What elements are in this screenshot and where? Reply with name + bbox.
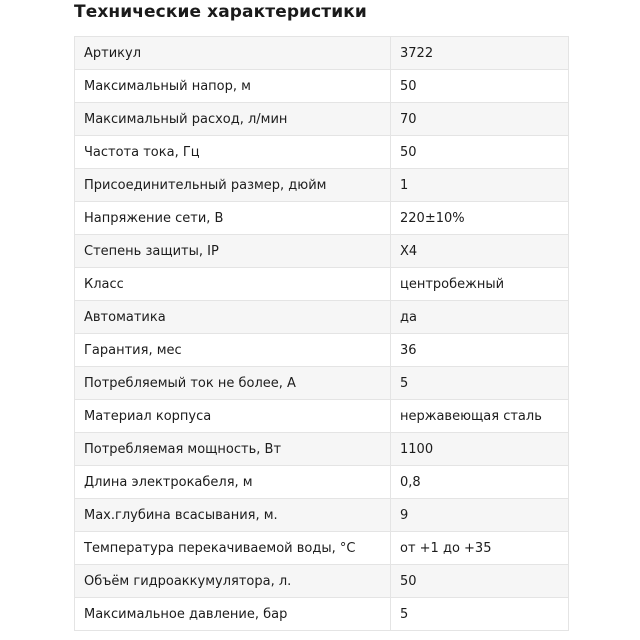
table-row [75, 334, 569, 367]
spec-value: 0,8 [391, 466, 569, 499]
spec-name: Степень защиты, IP [75, 235, 391, 268]
spec-name: Максимальное давление, бар [75, 598, 391, 631]
spec-name: Артикул [75, 37, 391, 70]
table-row [75, 499, 569, 532]
spec-name: Потребляемый ток не более, А [75, 367, 391, 400]
spec-value: 5 [391, 598, 569, 631]
table-row [75, 70, 569, 103]
spec-value: 50 [391, 70, 569, 103]
table-row [75, 433, 569, 466]
table-row [75, 532, 569, 565]
table-row [75, 202, 569, 235]
table-row [75, 367, 569, 400]
spec-name: Максимальный напор, м [75, 70, 391, 103]
spec-name: Материал корпуса [75, 400, 391, 433]
table-row [75, 136, 569, 169]
spec-value: нержавеющая сталь [391, 400, 569, 433]
table-row [75, 565, 569, 598]
spec-name: Потребляемая мощность, Вт [75, 433, 391, 466]
spec-name: Объём гидроаккумулятора, л. [75, 565, 391, 598]
spec-name: Гарантия, мес [75, 334, 391, 367]
table-row [75, 466, 569, 499]
spec-value: 3722 [391, 37, 569, 70]
spec-value: 36 [391, 334, 569, 367]
spec-name: Частота тока, Гц [75, 136, 391, 169]
spec-value: центробежный [391, 268, 569, 301]
spec-name: Max.глубина всасывания, м. [75, 499, 391, 532]
spec-value: 220±10% [391, 202, 569, 235]
spec-value: 50 [391, 565, 569, 598]
spec-value: 1100 [391, 433, 569, 466]
table-row [75, 400, 569, 433]
spec-name: Максимальный расход, л/мин [75, 103, 391, 136]
spec-value: да [391, 301, 569, 334]
spec-name: Автоматика [75, 301, 391, 334]
spec-name: Присоединительный размер, дюйм [75, 169, 391, 202]
spec-value: 70 [391, 103, 569, 136]
spec-value: X4 [391, 235, 569, 268]
spec-name: Напряжение сети, В [75, 202, 391, 235]
spec-value: от +1 до +35 [391, 532, 569, 565]
table-row [75, 301, 569, 334]
spec-value: 50 [391, 136, 569, 169]
table-row [75, 268, 569, 301]
section-title: Технические характеристики [74, 2, 367, 22]
table-row [75, 37, 569, 70]
spec-value: 9 [391, 499, 569, 532]
table-row [75, 598, 569, 631]
table-row [75, 169, 569, 202]
specs-table [74, 36, 569, 631]
spec-value: 5 [391, 367, 569, 400]
table-row [75, 235, 569, 268]
spec-name: Температура перекачиваемой воды, °C [75, 532, 391, 565]
table-row [75, 103, 569, 136]
spec-name: Класс [75, 268, 391, 301]
spec-value: 1 [391, 169, 569, 202]
spec-name: Длина электрокабеля, м [75, 466, 391, 499]
